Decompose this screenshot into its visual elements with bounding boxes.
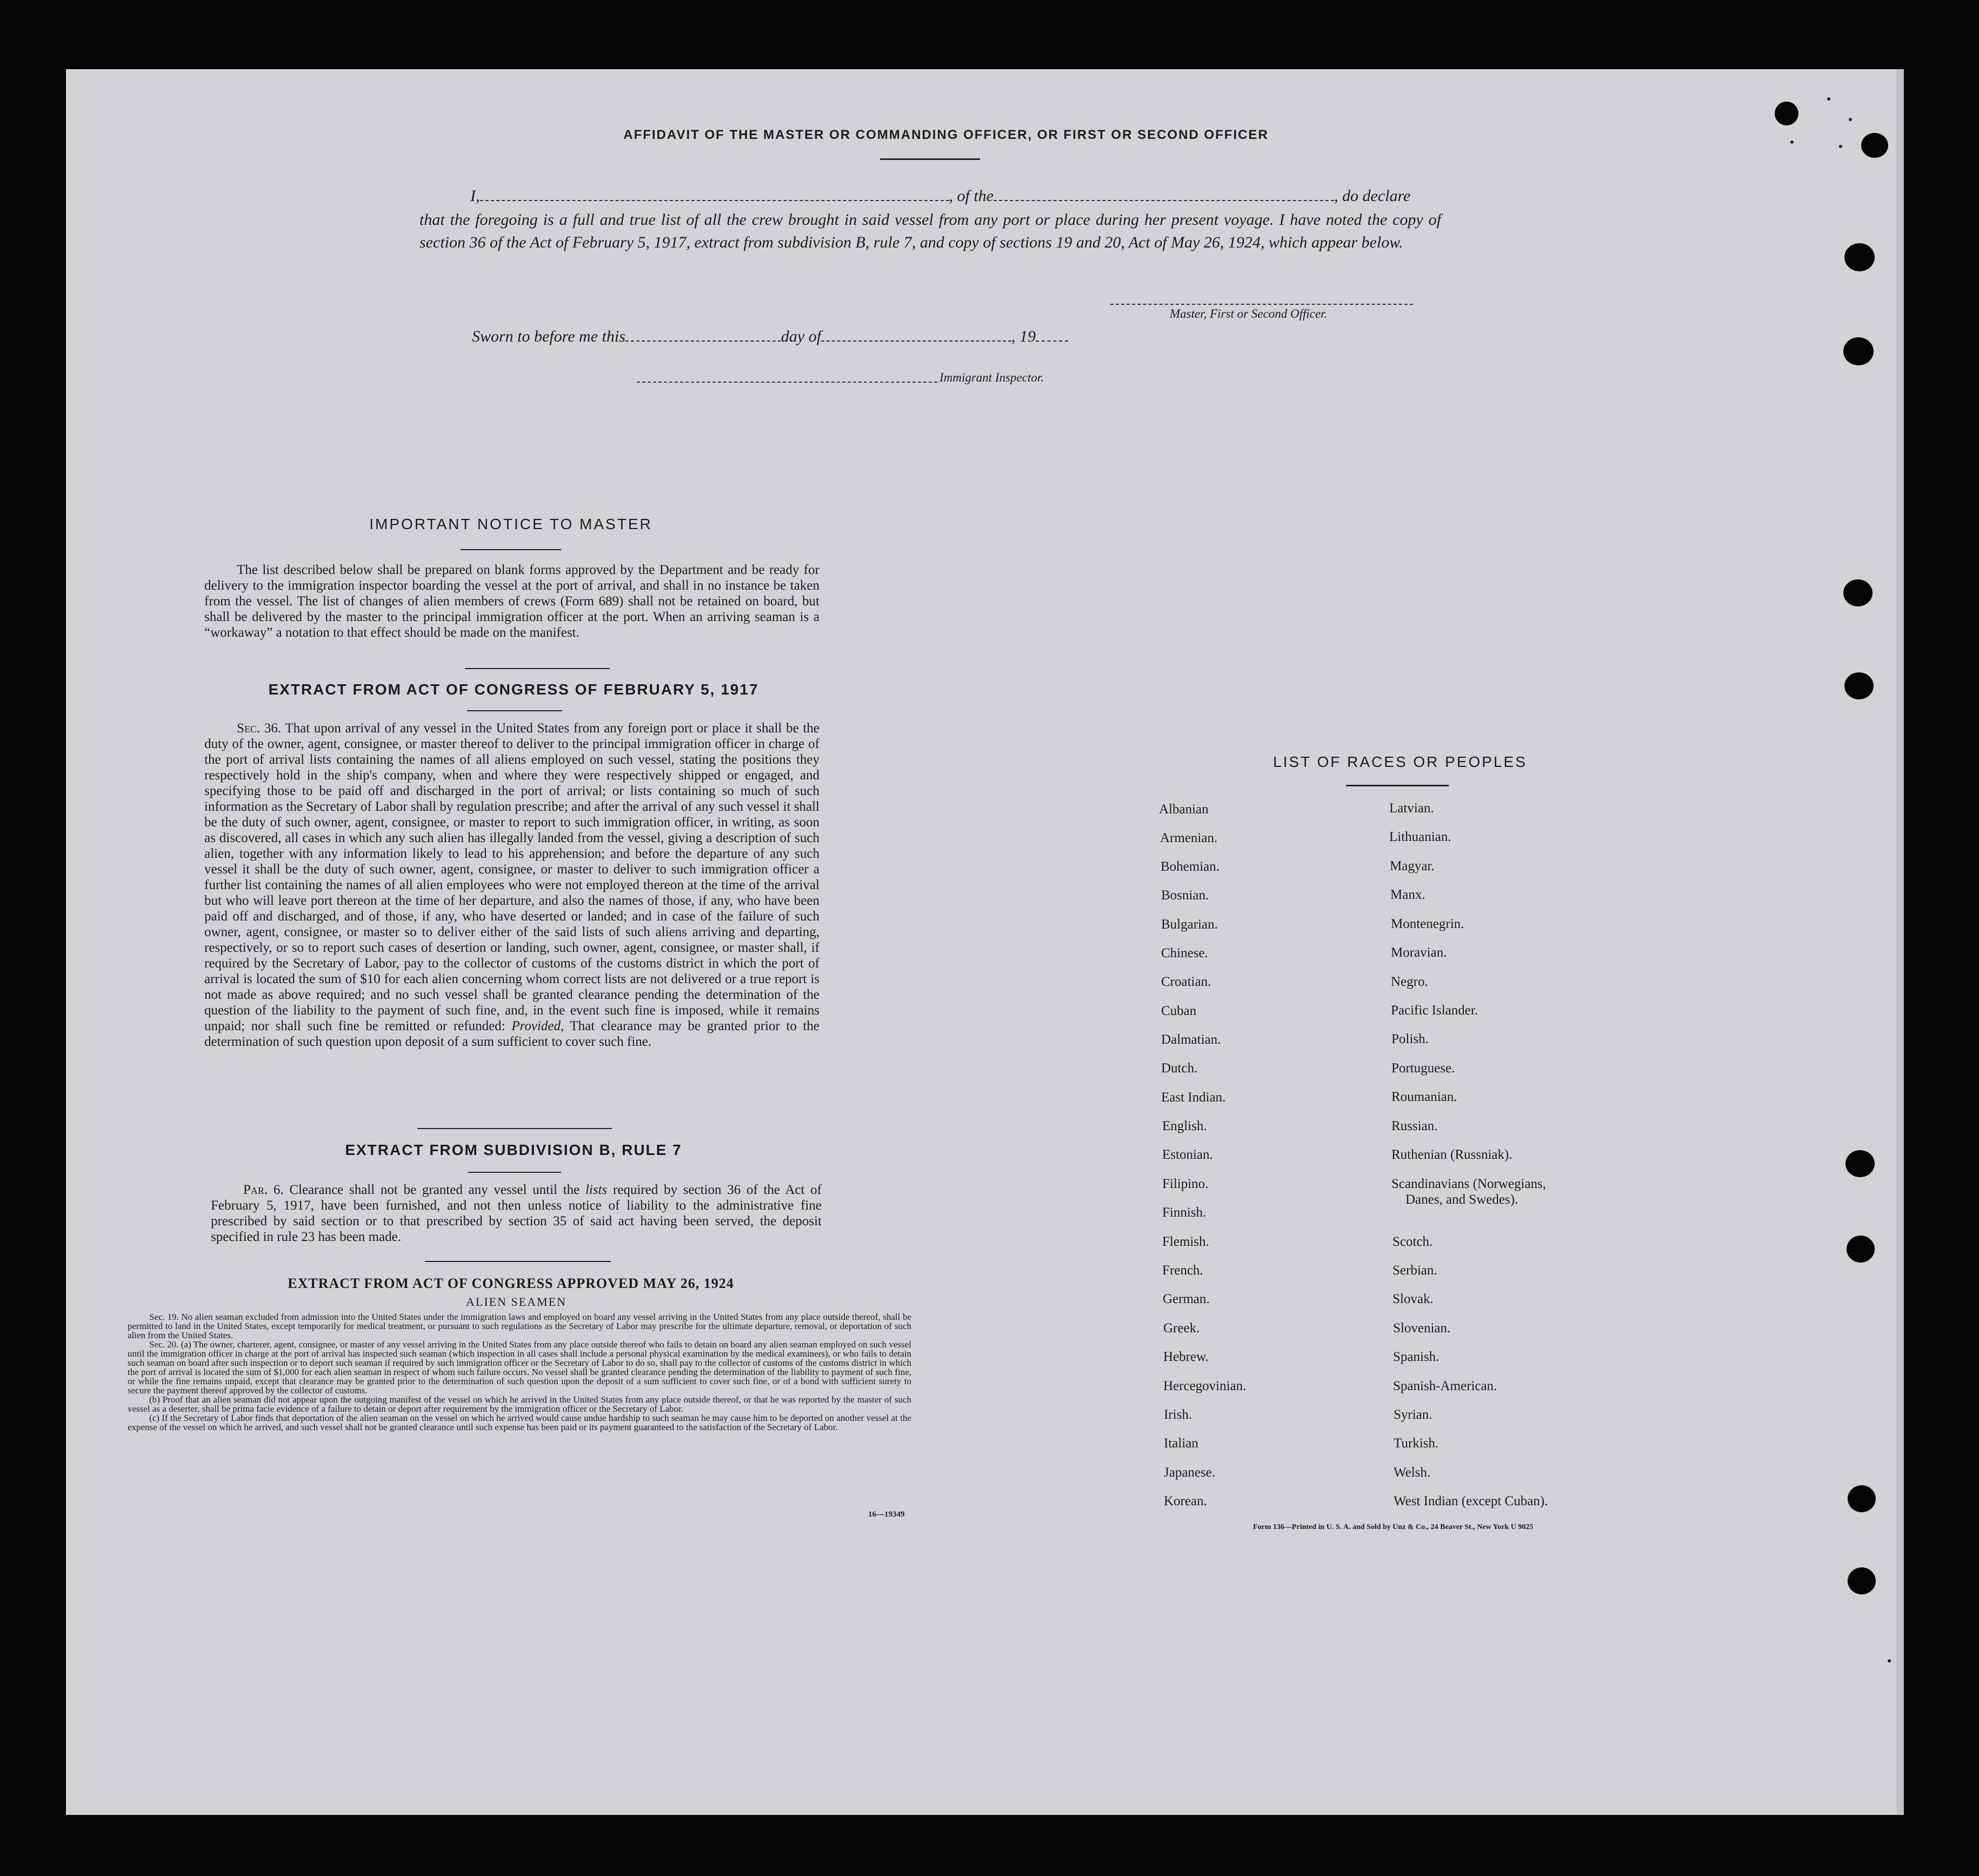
race-item: Ruthenian (Russniak). — [1391, 1147, 1512, 1162]
page-edge — [1896, 69, 1904, 1815]
rule7-lists: lists — [585, 1183, 608, 1197]
punch-hole — [1775, 102, 1798, 125]
par6-label: Par. 6. — [243, 1183, 284, 1197]
race-item: Spanish-American. — [1393, 1379, 1497, 1393]
race-item: Russian. — [1391, 1119, 1438, 1133]
notice-text: The list described below shall be prepared on blank forms approved by the Department and be ready for delivery to the immigration inspector boarding the vessel at the port of arrival, and shall in no instance be taken from the vessel. The list of changes of alien members of crews (Form 689) shall not be retained on board, but shall be delivered by the master to the principal immigration officer at the port. When an arriving seaman is a “workaway” a notation to that effect should be made on the manifest. — [204, 563, 819, 640]
divider — [1346, 785, 1449, 786]
act1924-title: EXTRACT FROM ACT OF CONGRESS APPROVED MAY 26, 1924 — [288, 1276, 734, 1291]
punch-hole — [1844, 672, 1874, 699]
month-blank[interactable] — [821, 329, 1011, 342]
race-item: Polish. — [1391, 1032, 1429, 1046]
act1917-title: EXTRACT FROM ACT OF CONGRESS OF FEBRUARY 5, 1917 — [268, 681, 759, 698]
affidavit-declaration-line — [470, 187, 1443, 205]
divider — [468, 1172, 561, 1173]
speck — [1888, 1659, 1891, 1663]
act1917-body — [204, 720, 819, 1050]
punch-hole — [1843, 337, 1874, 365]
race-item: Filipino. — [1162, 1177, 1209, 1191]
affidavit-body: that the foregoing is a full and true list of all the crew brought in said vessel from any port or place during her present voyage. I have noted the copy of section 36 of the Act of February 5, 1917, extract from subdivision B, rule 7, and copy of sections 19 and 20, Act of May 26, 1924, which appear below. — [419, 211, 1441, 251]
affidavit-of-the: , of the — [949, 187, 994, 205]
race-item: Estonian. — [1162, 1147, 1213, 1162]
race-item: Japanese. — [1164, 1465, 1216, 1480]
divider — [467, 710, 562, 711]
race-item: East Indian. — [1161, 1090, 1226, 1105]
race-item: Portuguese. — [1391, 1061, 1455, 1076]
rule7-text-a: Clearance shall not be granted any vessel until the — [289, 1183, 580, 1197]
race-item: French. — [1162, 1263, 1203, 1278]
race-item: Slovenian. — [1393, 1321, 1451, 1336]
race-item: Finnish. — [1162, 1205, 1207, 1220]
race-item: Negro. — [1391, 974, 1428, 989]
race-item: Bulgarian. — [1161, 917, 1218, 932]
sec20a-text: Sec. 20. (a) The owner, charterer, agent, consignee, or master of any vessel arriving in the United States from any place outside thereof who fails to detain on board any alien seaman employed on such vessel until the immigration officer in charge at the port of arrival has inspected such seaman (which inspection in all cases shall include a personal physical examination by the medical examiners), or who fails to detain such seaman on board after such inspection or to deport such seaman if required by such immigration officer or the Secretary of Labor to do so, shall pay to the collector of customs of the customs district in which the port of arrival is located the sum of $1,000 for each alien seaman in respect of whom such failure occurs. No vessel shall be granted clearance pending the determination of the liability to payment of such fine, or while the fine remains unpaid, except that clearance may be granted prior to the determination of such question upon the deposit of a sum sufficient to cover such fine, or of a bond with sufficient surety to secure the payment thereof approved by the collector of customs. — [128, 1339, 911, 1396]
race-item: Montenegrin. — [1391, 917, 1464, 931]
race-item: Croatian. — [1161, 974, 1211, 989]
race-item: West Indian (except Cuban). — [1394, 1494, 1548, 1508]
race-item: Scotch. — [1392, 1234, 1433, 1249]
inspector-signature-line[interactable] — [637, 382, 937, 383]
divider — [417, 1128, 612, 1129]
affidavit-title: AFFIDAVIT OF THE MASTER OR COMMANDING OFFICER, OR FIRST OR SECOND OFFICER — [623, 128, 1269, 142]
race-item: Serbian. — [1392, 1263, 1437, 1278]
race-item: Bohemian. — [1161, 859, 1220, 874]
punch-hole — [1843, 579, 1873, 606]
race-item: Bosnian. — [1161, 888, 1209, 903]
race-item: Dalmatian. — [1161, 1032, 1221, 1047]
punch-hole — [1844, 243, 1875, 271]
affidavit-declare: , do declare — [1334, 187, 1411, 205]
sworn-prefix: Sworn to before me this — [472, 328, 625, 345]
speck — [1839, 145, 1842, 148]
act1924-subtitle: ALIEN SEAMEN — [466, 1295, 567, 1308]
race-item: Syrian. — [1394, 1407, 1432, 1422]
race-item: Hercegovinian. — [1163, 1379, 1247, 1393]
punch-hole — [1848, 1567, 1876, 1594]
speck — [1849, 118, 1852, 121]
race-item: Cuban — [1161, 1004, 1197, 1018]
sworn-day-of: day of — [781, 328, 822, 345]
race-item: Lithuanian. — [1389, 830, 1451, 844]
race-item: Manx. — [1390, 887, 1425, 902]
race-item: Magyar. — [1390, 859, 1435, 873]
punch-hole — [1848, 1485, 1876, 1512]
notice-title: IMPORTANT NOTICE TO MASTER — [369, 516, 652, 532]
act1924-body — [128, 1312, 911, 1432]
signature-caption: Master, First or Second Officer. — [1170, 307, 1328, 321]
rule7-text-b: required by section 36 of the Act of February 5, 1917, have been furnished, and not then unless notice of liability to the administrative fine prescribed by said section or to that prescribed by section 35 of said act having been served, the deposit specified in rule 23 has been made. — [211, 1183, 822, 1244]
divider — [461, 549, 561, 550]
race-item: Chinese. — [1161, 946, 1208, 960]
sworn-line — [472, 328, 1068, 346]
sec20c-text: (c) If the Secretary of Labor finds that deportation of the alien seaman on the vessel on which he arrived would cause undue hardship to such seaman he may cause him to be deported on another vessel at the expense of the vessel on which he arrived, and such vessel shall not be granted clearance until such expense has been paid or its payment guaranteed to the satisfaction of the Secretary of Labor. — [128, 1413, 911, 1432]
sworn-year: , 19 — [1011, 328, 1036, 345]
rule7-title: EXTRACT FROM SUBDIVISION B, RULE 7 — [345, 1141, 682, 1158]
proviso-word: Provided, — [511, 1019, 564, 1033]
notice-body — [204, 562, 819, 640]
print-code: 16—19349 — [868, 1510, 905, 1519]
races-title: LIST OF RACES OR PEOPLES — [1273, 753, 1527, 770]
race-item: Greek. — [1163, 1321, 1200, 1336]
year-blank[interactable] — [1036, 329, 1068, 342]
sec36-text: That upon arrival of any vessel in the United States from any foreign port or place it shall be the duty of the owner, agent, consignee, or master thereof to deliver to the principal immigration officer in charge of the port of arrival lists containing the names of all aliens employed on such vessel, stating the positions they respectively hold in the ship's company, when and where they were respectively shipped or engaged, and specifying those to be paid off and discharged in the port of arrival; or lists containing so much of such information as the Secretary of Labor shall by regulation prescribe; and after the arrival of any such vessel it shall be the duty of such owner, agent, consignee, or master to report to such immigration officer, in writing, as soon as discovered, all cases in which any such alien has illegally landed from the vessel, giving a description of such alien, together with any information likely to lead to his apprehension; and before the departure of any such vessel it shall be the duty of such owner, agent, consignee, or master to deliver to such immigration officer a further list containing the names of all alien employees who were not employed thereon at the time of the arrival but who will leave port thereon at the time of her departure, and also the names of those, if any, who have been paid off and discharged, and of those, if any, who have deserted or landed; and in case of the failure of such owner, agent, consignee, or master so to deliver either of the said lists of such aliens arriving and departing, respectively, or so to report such cases of desertion or landing, such owner, agent, consignee, or master shall, if required by the Secretary of Labor, pay to the collector of customs of the customs district in which the port of arrival is located the sum of $10 for each alien concerning whom correct lists are not delivered or a true report is not made as above required; and no such vessel shall be granted clearance pending the determination of the question of the liability to the payment of such fine, and, in the event such fine is imposed, while it remains unpaid; nor shall such fine be remitted or refunded: — [204, 721, 819, 1033]
speck — [1827, 97, 1830, 101]
race-item: Irish. — [1164, 1407, 1192, 1422]
speck — [1790, 141, 1794, 144]
race-item: Italian — [1164, 1436, 1198, 1451]
race-item: Turkish. — [1394, 1436, 1439, 1451]
race-item: Roumanian. — [1391, 1090, 1457, 1104]
race-item: Welsh. — [1394, 1465, 1431, 1480]
race-item: Pacific Islander. — [1391, 1003, 1478, 1018]
punch-hole — [1861, 133, 1888, 158]
race-item: Scandinavians (Norwegians, — [1391, 1177, 1547, 1191]
race-item: Korean. — [1164, 1494, 1207, 1508]
divider — [880, 158, 980, 160]
form-footer: Form 136—Printed in U. S. A. and Sold by Unz & Co., 24 Beaver St., New York U 9025 — [1253, 1523, 1534, 1531]
race-item: Dutch. — [1161, 1061, 1198, 1076]
divider — [425, 1261, 611, 1262]
signature-line[interactable] — [1110, 304, 1413, 305]
name-blank[interactable] — [480, 188, 949, 201]
sec20b-text: (b) Proof that an alien seaman did not appear upon the outgoing manifest of the vessel on which he arrived in the United States from any place outside thereof, or that he was reported by the master of such vessel as a deserter, shall be prima facie evidence of a failure to detain or deport after requirement by the immigration officer or the Secretary of Labor. — [128, 1394, 911, 1414]
rule7-body — [211, 1182, 822, 1245]
race-item: Spanish. — [1393, 1350, 1440, 1364]
sec19-text: Sec. 19. No alien seaman excluded from admission into the United States under the immigration laws and employed on board any vessel arriving in the United States from any place outside thereof, shall be permitted to land in the United States, except temporarily for medical treatment, or pursuant to such regulations as the Secretary of Labor may prescribe for the ultimate departure, removal, or deportation of such alien from the United States. — [128, 1312, 911, 1340]
race-item: Armenian. — [1160, 831, 1218, 845]
inspector-caption: Immigrant Inspector. — [939, 371, 1044, 384]
punch-hole — [1847, 1236, 1875, 1263]
race-item: German. — [1163, 1292, 1210, 1306]
race-item: Hebrew. — [1163, 1350, 1209, 1364]
vessel-blank[interactable] — [994, 188, 1334, 201]
divider — [465, 668, 610, 669]
race-item: English. — [1162, 1119, 1207, 1133]
race-item: Danes, and Swedes). — [1405, 1192, 1518, 1207]
proviso-text: That clearance may be granted prior to the determination of such question upon deposit of a sum sufficient to cover such fine. — [204, 1019, 820, 1049]
sec36-label: Sec. 36. — [237, 721, 282, 736]
race-item: Moravian. — [1391, 945, 1447, 960]
day-blank[interactable] — [625, 329, 781, 342]
race-item: Flemish. — [1162, 1234, 1209, 1249]
race-item: Latvian. — [1389, 801, 1434, 816]
race-item: Slovak. — [1392, 1292, 1434, 1306]
affidavit-i: I, — [470, 187, 480, 205]
punch-hole — [1845, 1150, 1875, 1177]
race-item: Albanian — [1159, 802, 1209, 817]
